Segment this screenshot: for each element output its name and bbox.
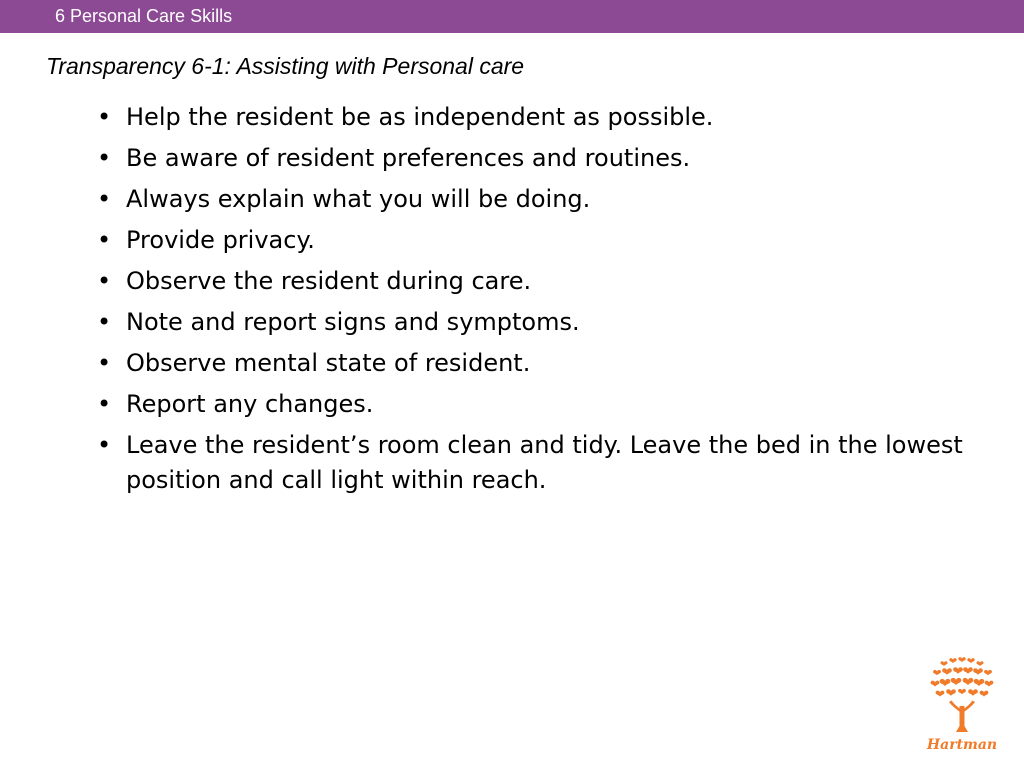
bullet-icon: • xyxy=(97,226,112,254)
header-title: 6 Personal Care Skills xyxy=(55,6,233,26)
bullet-text: Note and report signs and symptoms. xyxy=(126,308,580,336)
heart-tree-icon xyxy=(922,652,1002,738)
bullet-text: Help the resident be as independent as possible. xyxy=(126,103,714,131)
list-item xyxy=(94,428,984,498)
bullet-text: Observe mental state of resident. xyxy=(126,349,531,377)
bullet-icon: • xyxy=(97,144,112,172)
bullet-icon: • xyxy=(97,103,112,131)
list-item xyxy=(94,141,984,176)
bullet-text: Leave the resident’s room clean and tidy. Leave the bed in the lowest position and call light within reach. xyxy=(126,431,963,494)
hartman-logo xyxy=(922,652,1002,758)
list-item xyxy=(94,387,984,422)
bullet-icon: • xyxy=(97,267,112,295)
bullet-text: Always explain what you will be doing. xyxy=(126,185,591,213)
list-item xyxy=(94,264,984,299)
bullet-icon: • xyxy=(97,390,112,418)
bullet-text: Report any changes. xyxy=(126,390,374,418)
list-item xyxy=(94,346,984,381)
bullet-text: Provide privacy. xyxy=(126,226,315,254)
slide-title: Transparency 6-1: Assisting with Personal care xyxy=(46,53,525,79)
logo-text: Hartman xyxy=(926,737,998,753)
bullet-icon: • xyxy=(97,349,112,377)
bullet-text: Observe the resident during care. xyxy=(126,267,532,295)
list-item xyxy=(94,223,984,258)
list-item xyxy=(94,182,984,217)
bullet-text: Be aware of resident preferences and routines. xyxy=(126,144,691,172)
list-item xyxy=(94,305,984,340)
header-bar xyxy=(0,0,1024,33)
bullet-icon: • xyxy=(97,185,112,213)
bullet-icon: • xyxy=(97,308,112,336)
list-item xyxy=(94,100,984,135)
bullet-icon: • xyxy=(97,431,112,459)
bullet-list xyxy=(94,100,984,504)
